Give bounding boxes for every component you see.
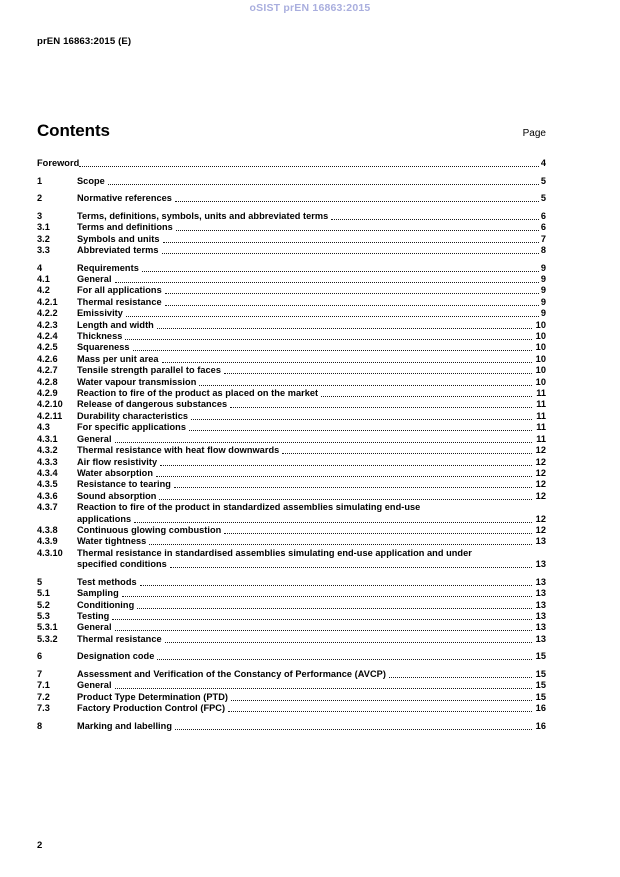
toc-entry-title: Water absorption: [77, 467, 154, 478]
toc-entry[interactable]: [37, 354, 546, 365]
toc-entry[interactable]: [37, 234, 546, 245]
toc-entry-body: [77, 320, 546, 331]
toc-entry-number: 4.3.7: [37, 502, 58, 513]
page-title: Contents: [37, 121, 110, 140]
toc-entry-body: [77, 399, 546, 410]
toc-dot-leader: [163, 234, 540, 245]
toc-dot-leader: [321, 388, 531, 399]
toc-entry-body: [77, 365, 546, 376]
toc-entry-body: [77, 651, 546, 662]
toc-dot-leader: [228, 703, 531, 714]
toc-entry-page: 10: [535, 331, 546, 342]
toc-entry-page: 12: [535, 445, 546, 456]
toc-entry-page: 11: [536, 388, 546, 399]
toc-entry-number: 7.1: [37, 680, 50, 691]
toc-entry-title: General: [77, 274, 112, 284]
toc-entry-number: 4.1: [37, 274, 50, 284]
toc-entry-page: 12: [535, 524, 546, 535]
toc-entry-title: Assessment and Verification of the Constancy of Performance (AVCP): [77, 668, 386, 679]
toc-entry-title: Reaction to fire of the product as placed on the market: [77, 388, 319, 399]
toc-entry-page: 12: [535, 513, 546, 524]
toc-entry-number: 4.2.4: [37, 331, 58, 342]
toc-entry-title: Thermal resistance: [77, 633, 162, 644]
toc-entry-title: For all applications: [77, 285, 162, 296]
toc-dot-leader: [125, 331, 531, 342]
toc-entry-page: 9: [540, 262, 546, 273]
toc-dot-leader: [137, 600, 531, 611]
toc-dot-leader: [230, 399, 531, 410]
toc-entry-body: [77, 611, 546, 622]
toc-dot-leader: [134, 514, 531, 525]
toc-dot-leader: [115, 274, 540, 285]
toc-entry[interactable]: [37, 703, 546, 714]
toc-entry[interactable]: [37, 680, 546, 691]
toc-entry-title: Factory Production Control (FPC): [77, 703, 226, 714]
toc-entry-number: 3.1: [37, 222, 50, 233]
toc-entry-number: 5.2: [37, 599, 50, 610]
toc-entry[interactable]: [37, 600, 546, 611]
toc-entry-title: Sound absorption: [77, 490, 157, 501]
toc-entry-body: [77, 193, 546, 204]
toc-entry-number: 4.3.8: [37, 524, 58, 535]
toc-dot-leader: [160, 457, 531, 468]
toc-entry-number: 4.3.3: [37, 456, 58, 467]
toc-entry-page: 10: [535, 319, 546, 330]
toc-dot-leader: [174, 479, 532, 490]
toc-entry[interactable]: [37, 245, 546, 256]
toc-entry-body: [77, 422, 546, 433]
toc-entry-body: [77, 308, 546, 319]
toc-entry-title: Conditioning: [77, 599, 135, 610]
toc-entry-page: 13: [535, 622, 546, 633]
toc-entry-page: 10: [535, 353, 546, 364]
toc-dot-leader: [224, 525, 531, 536]
toc-entry-body: [77, 588, 546, 599]
toc-entry-title: Thermal resistance in standardised assemblies simulating end-use application and under: [77, 547, 472, 558]
toc-entry-body: [77, 703, 546, 714]
toc-entry-page: 15: [535, 668, 546, 679]
toc-entry-title: Air flow resistivity: [77, 456, 158, 467]
toc-entry-page: 11: [536, 433, 546, 444]
table-of-contents: [37, 158, 546, 732]
toc-entry[interactable]: [37, 193, 546, 204]
toc-entry-page: 9: [540, 308, 546, 319]
toc-entry-title: Thermal resistance: [77, 296, 162, 307]
toc-dot-leader: [199, 377, 531, 388]
toc-entry-page: 9: [540, 285, 546, 296]
toc-entry-page: 7: [540, 233, 546, 244]
toc-entry-title: Test methods: [77, 576, 137, 587]
toc-entry-body: [77, 342, 546, 353]
toc-entry-body: [77, 234, 546, 245]
toc-entry-body: [77, 680, 546, 691]
toc-entry-title: Symbols and units: [77, 233, 160, 244]
toc-entry-body: [77, 377, 546, 388]
toc-entry-body: [77, 245, 546, 256]
toc-entry-body: [77, 669, 546, 680]
toc-entry[interactable]: [37, 422, 546, 433]
toc-entry-number: 7: [37, 668, 43, 679]
toc-dot-leader: [162, 354, 532, 365]
toc-entry-title: Length and width: [77, 319, 154, 330]
toc-entry-title: Product Type Determination (PTD): [77, 691, 228, 702]
toc-entry-number: 4.2.3: [37, 319, 58, 330]
toc-entry-title: Thermal resistance with heat flow downwards: [77, 445, 280, 456]
toc-entry-body: [77, 411, 546, 422]
toc-entry[interactable]: [37, 411, 546, 422]
toc-entry-page: 15: [535, 680, 546, 691]
toc-entry-number: 2: [37, 193, 43, 204]
toc-entry-title: Tensile strength parallel to faces: [77, 365, 221, 376]
toc-entry-number: 4.2.2: [37, 308, 58, 319]
toc-entry-body: [77, 692, 546, 703]
toc-entry-page: 13: [535, 633, 546, 644]
toc-dot-leader: [126, 308, 539, 319]
toc-entry-body: [77, 577, 546, 588]
toc-entry-title: General: [77, 622, 112, 633]
toc-entry-title: Durability characteristics: [77, 410, 189, 421]
toc-entry-page: 10: [535, 365, 546, 376]
toc-entry-title: Scope: [77, 175, 105, 186]
toc-dot-leader: [142, 263, 539, 274]
toc-entry[interactable]: [37, 457, 546, 468]
toc-entry-body: [77, 176, 546, 187]
toc-entry-page: 15: [535, 651, 546, 662]
toc-entry-page: 4: [540, 158, 546, 168]
toc-entry-title: For specific applications: [77, 422, 186, 433]
toc-entry-number: 3.2: [37, 233, 50, 244]
toc-entry-page: 12: [535, 456, 546, 467]
toc-dot-leader: [157, 320, 532, 331]
toc-entry[interactable]: [37, 365, 546, 376]
toc-dot-leader: [165, 297, 540, 308]
toc-entry[interactable]: [37, 158, 546, 169]
toc-dot-leader: [231, 692, 532, 703]
toc-dot-leader: [140, 577, 532, 588]
toc-entry-body: [77, 263, 546, 274]
toc-entry-title: Resistance to tearing: [77, 479, 171, 490]
toc-entry-page: 12: [535, 479, 546, 490]
toc-entry-page: 13: [535, 536, 546, 547]
toc-entry-number: 4.2.11: [37, 410, 63, 421]
toc-entry-body: [77, 721, 546, 732]
toc-entry[interactable]: [37, 577, 546, 588]
toc-entry[interactable]: [37, 651, 546, 662]
toc-entry-page: 6: [540, 222, 546, 233]
toc-dot-leader: [122, 588, 532, 599]
toc-dot-leader: [331, 211, 539, 222]
toc-entry-page: 9: [540, 296, 546, 307]
toc-entry[interactable]: [37, 622, 546, 633]
toc-entry-title: Reaction to fire of the product in standardized assemblies simulating end-use: [77, 502, 421, 513]
toc-entry-number: 5.3.1: [37, 622, 58, 633]
toc-entry[interactable]: [37, 536, 546, 547]
toc-entry-page: 6: [540, 210, 546, 221]
toc-entry-number: 4.2.6: [37, 353, 58, 364]
toc-dot-leader: [115, 622, 532, 633]
toc-dot-leader: [108, 176, 540, 187]
toc-entry-body: [77, 434, 546, 445]
toc-entry-page: 12: [535, 490, 546, 501]
watermark-text: oSIST prEN 16863:2015: [249, 2, 371, 14]
toc-entry-number: 4.2.8: [37, 376, 58, 387]
toc-entry-page: 16: [535, 703, 546, 714]
toc-dot-leader: [162, 245, 540, 256]
toc-entry-title: Normative references: [77, 193, 172, 204]
toc-dot-leader: [175, 721, 532, 732]
toc-entry-title: Emissivity: [77, 308, 123, 319]
toc-entry[interactable]: [37, 548, 546, 571]
toc-entry[interactable]: [37, 611, 546, 622]
toc-entry-page: 11: [536, 399, 546, 410]
toc-entry-title: Testing: [77, 610, 110, 621]
toc-entry[interactable]: [37, 468, 546, 479]
toc-entry-title: Terms and definitions: [77, 222, 173, 233]
toc-entry[interactable]: [37, 588, 546, 599]
page-column-header: Page: [522, 128, 546, 139]
toc-dot-leader: [79, 158, 539, 169]
toc-entry-title: Water vapour transmission: [77, 376, 197, 387]
toc-entry[interactable]: [37, 692, 546, 703]
toc-entry[interactable]: [37, 434, 546, 445]
toc-entry-title: Designation code: [77, 651, 155, 662]
toc-dot-leader: [191, 411, 531, 422]
toc-entry-body: [77, 502, 546, 525]
toc-entry-number: 5.3: [37, 610, 50, 621]
toc-dot-leader: [175, 193, 539, 204]
toc-entry[interactable]: [37, 502, 546, 525]
document-id-header: prEN 16863:2015 (E): [37, 36, 132, 47]
toc-entry-number: 4.2.10: [37, 399, 63, 410]
toc-dot-leader: [156, 468, 531, 479]
toc-entry-number: 5: [37, 576, 43, 587]
toc-dot-leader: [133, 342, 532, 353]
toc-dot-leader: [112, 611, 531, 622]
toc-entry-title: Sampling: [77, 588, 119, 599]
toc-entry-number: 8: [37, 720, 43, 731]
toc-entry-title: Marking and labelling: [77, 720, 172, 731]
toc-entry-number: 4.2.5: [37, 342, 58, 353]
toc-dot-leader: [170, 559, 532, 570]
toc-dot-leader: [157, 651, 531, 662]
toc-entry-title: Requirements: [77, 262, 139, 273]
toc-entry-body: [77, 331, 546, 342]
toc-entry-body: [77, 536, 546, 547]
toc-entry-page: 8: [540, 245, 546, 255]
toc-entry-title: Terms, definitions, symbols, units and abbreviated terms: [77, 210, 329, 221]
toc-entry-title: General: [77, 433, 112, 444]
toc-dot-leader: [282, 445, 531, 456]
toc-entry-page: 5: [540, 193, 546, 204]
toc-entry-page: 5: [540, 175, 546, 186]
toc-entry-title: Water tightness: [77, 536, 147, 547]
toc-entry-page: 15: [535, 691, 546, 702]
toc-entry-page: 13: [535, 599, 546, 610]
toc-dot-leader: [189, 422, 532, 433]
toc-entry[interactable]: [37, 342, 546, 353]
toc-entry-number: 7.3: [37, 703, 50, 714]
toc-entry-number: 4.3.9: [37, 536, 58, 547]
toc-entry-number: 7.2: [37, 691, 50, 702]
toc-dot-leader: [115, 680, 532, 691]
toc-entry-number: 4.2.9: [37, 388, 58, 399]
toc-entry-title: Release of dangerous substances: [77, 399, 228, 410]
toc-entry-number: 4.3: [37, 422, 50, 433]
toc-entry-number: 3.3: [37, 245, 50, 255]
toc-entry[interactable]: [37, 491, 546, 502]
toc-entry-page: 13: [535, 610, 546, 621]
toc-entry-body: [77, 222, 546, 233]
toc-entry-body: [77, 479, 546, 490]
toc-entry-number: 4.2.7: [37, 365, 58, 376]
toc-entry-page: 10: [535, 376, 546, 387]
toc-entry[interactable]: [37, 176, 546, 187]
toc-entry-page: 11: [536, 422, 546, 433]
toc-entry-page: 13: [535, 588, 546, 599]
toc-entry[interactable]: [37, 320, 546, 331]
toc-entry-body: [77, 525, 546, 536]
toc-entry[interactable]: [37, 634, 546, 645]
toc-entry-number: 4.2.1: [37, 296, 58, 307]
toc-entry-number: 4.3.10: [37, 547, 63, 558]
toc-entry-number: 5.1: [37, 588, 50, 599]
toc-dot-leader: [224, 365, 532, 376]
toc-entry-number: 4.3.5: [37, 479, 58, 490]
toc-entry[interactable]: [37, 308, 546, 319]
toc-entry[interactable]: [37, 388, 546, 399]
toc-entry-page: 13: [535, 576, 546, 587]
toc-dot-leader: [115, 434, 532, 445]
toc-entry-page: 13: [535, 559, 546, 570]
toc-entry[interactable]: [37, 211, 546, 222]
toc-entry-body: [77, 491, 546, 502]
toc-entry[interactable]: [37, 377, 546, 388]
toc-entry-title: General: [77, 680, 112, 691]
toc-entry-number: 4.3.2: [37, 445, 58, 456]
toc-dot-leader: [389, 669, 532, 680]
toc-entry-title: Continuous glowing combustion: [77, 524, 222, 535]
toc-entry-body: [77, 388, 546, 399]
toc-entry[interactable]: [37, 285, 546, 296]
toc-entry[interactable]: [37, 479, 546, 490]
toc-entry-number: 4: [37, 262, 43, 273]
toc-entry[interactable]: [37, 263, 546, 274]
toc-dot-leader: [159, 491, 531, 502]
toc-entry-number: 6: [37, 651, 43, 662]
toc-entry[interactable]: [37, 525, 546, 536]
toc-entry-number: 4.3.6: [37, 490, 58, 501]
page-number-footer: 2: [37, 840, 43, 851]
toc-entry-title-continued: specified conditions: [77, 559, 167, 570]
toc-entry-title: Abbreviated terms: [77, 245, 159, 255]
toc-entry-number: 4.3.1: [37, 433, 58, 444]
toc-entry-body: [77, 468, 546, 479]
toc-entry-body: [77, 634, 546, 645]
toc-entry-body: [77, 457, 546, 468]
toc-dot-leader: [149, 536, 531, 547]
toc-entry-title-continued: applications: [77, 513, 132, 524]
toc-entry-number: 1: [37, 175, 43, 186]
toc-entry-body: [77, 445, 546, 456]
toc-dot-leader: [176, 222, 540, 233]
toc-entry[interactable]: [37, 297, 546, 308]
toc-entry[interactable]: [37, 222, 546, 233]
toc-entry-number: 3: [37, 210, 43, 221]
toc-entry-number: 4.3.4: [37, 467, 58, 478]
toc-entry[interactable]: [37, 669, 546, 680]
toc-entry-title: Mass per unit area: [77, 353, 159, 364]
toc-dot-leader: [165, 285, 540, 296]
toc-entry-body: [77, 600, 546, 611]
toc-entry[interactable]: [37, 721, 546, 732]
contents-heading-row: [37, 121, 546, 141]
toc-entry-page: 16: [535, 720, 546, 731]
toc-entry[interactable]: [37, 274, 546, 285]
toc-entry[interactable]: [37, 399, 546, 410]
toc-entry-page: 11: [536, 410, 546, 421]
toc-entry-body: [77, 354, 546, 365]
toc-entry-body: [77, 548, 546, 571]
toc-dot-leader: [165, 634, 532, 645]
toc-entry-title: Squareness: [77, 342, 130, 353]
toc-entry-title: Thickness: [77, 331, 123, 342]
toc-entry-page: 10: [535, 342, 546, 353]
toc-entry-body: [77, 211, 546, 222]
toc-entry[interactable]: [37, 331, 546, 342]
toc-entry-body: [37, 158, 546, 169]
toc-entry-number: 4.2: [37, 285, 50, 296]
toc-entry[interactable]: [37, 445, 546, 456]
toc-entry-page: 12: [535, 467, 546, 478]
toc-entry-page: 9: [540, 274, 546, 284]
toc-entry-number: 5.3.2: [37, 633, 58, 644]
toc-entry-title: Foreword: [37, 158, 80, 168]
toc-entry-body: [77, 274, 546, 285]
toc-entry-body: [77, 622, 546, 633]
toc-entry-body: [77, 297, 546, 308]
toc-entry-body: [77, 285, 546, 296]
